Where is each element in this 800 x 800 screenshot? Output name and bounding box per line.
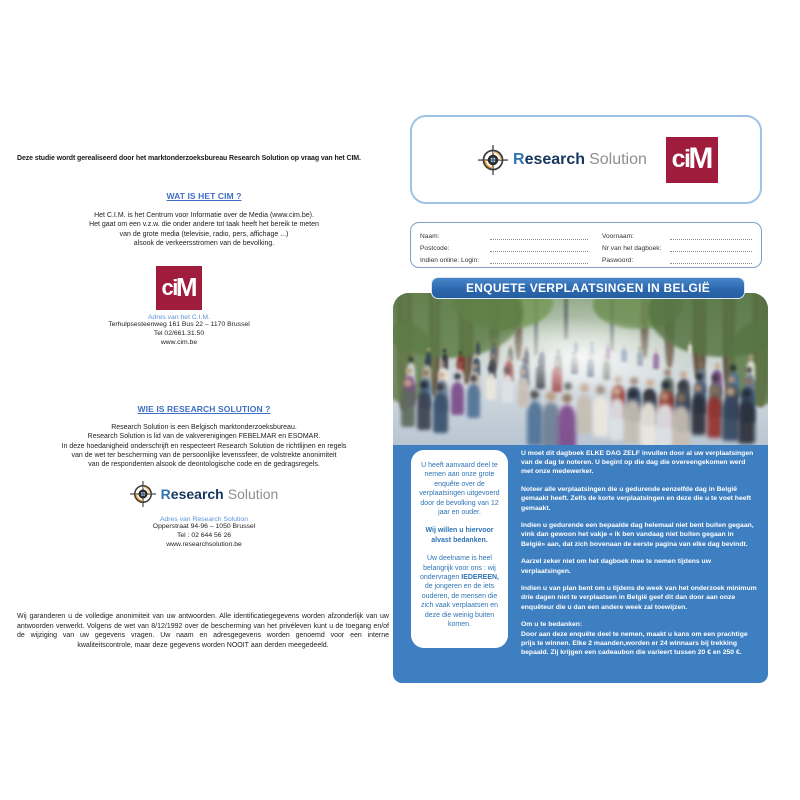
pedestrian-head <box>715 363 720 368</box>
pedestrian-head <box>422 370 428 376</box>
postcode-label: Postcode: <box>420 245 450 252</box>
form-row <box>420 253 752 264</box>
research-solution-logo-block <box>15 481 393 549</box>
pedestrian-figure <box>707 396 723 438</box>
pedestrian-head <box>712 374 719 381</box>
body-line: alsook de verkeersstromen van de bevolking. <box>133 239 275 247</box>
pedestrian-head <box>404 379 412 387</box>
body-line: In deze hoedanigheid onderschrijft en respecteert Research Solution de richtlijnen en regels <box>61 442 347 450</box>
address-line: Opperstraat 94-96 – 1050 Brussel <box>152 523 256 530</box>
thanks-line: Wij willen u hiervoor alvast bedanken. <box>425 527 494 544</box>
pedestrian-figure <box>558 405 576 445</box>
pedestrian-figure <box>640 402 657 445</box>
pedestrian-head <box>425 359 430 364</box>
paswoord-label: Paswoord: <box>602 257 634 264</box>
voornaam-label: Voornaam: <box>602 233 634 240</box>
logo-wordmark: Research Solution <box>513 150 647 168</box>
address-line: Tel : 02 644 56 26 <box>176 531 232 539</box>
pedestrian-head <box>746 367 752 373</box>
pedestrian-figure <box>722 398 738 441</box>
target-icon <box>478 145 508 175</box>
address-line: Tel 02/661.31.50 <box>153 329 205 337</box>
instruction-paragraph: Aarzel zeker niet om het dagboek mee te nemen tijdens uw verplaatsingen. <box>521 558 711 575</box>
diary-instructions <box>521 449 757 666</box>
naam-field-line <box>490 232 588 240</box>
survey-title-banner: ENQUETE VERPLAATSINGEN IN BELGIË <box>431 277 745 299</box>
form-row <box>420 229 752 240</box>
pedestrian-figure <box>527 401 544 445</box>
pedestrian-figure <box>401 389 415 426</box>
pedestrian-figure <box>656 404 673 445</box>
pedestrian-head <box>420 381 428 389</box>
pedestrian-head <box>699 362 704 367</box>
cim-address-label: Adres van het C.I.M. <box>148 314 210 321</box>
body-line: Research Solution is lid van de vakverenigingen FEBELMAR en ESOMAR. <box>87 433 321 441</box>
cover-art-panel <box>393 293 768 683</box>
rs-address-label: Adres van Research Solution <box>159 516 249 523</box>
cim-logo: ci M <box>666 137 718 183</box>
intro-box <box>411 450 508 648</box>
cim-logo-block <box>0 266 368 347</box>
body-line: Het gaat om een v.z.w. die onder andere tot taak heeft het bereik te meten <box>89 221 319 229</box>
postcode-field-line <box>490 244 588 252</box>
cim-heading: WAT IS HET CIM ? <box>166 191 242 201</box>
form-row <box>420 241 752 252</box>
pedestrian-figure <box>467 384 480 418</box>
pedestrian-head <box>726 387 735 396</box>
cim-logo: ci M <box>156 266 202 310</box>
header-logos-card <box>410 115 762 204</box>
body-line: Research Solution is een Belgisch marktonderzoeksbureau. <box>111 424 297 431</box>
reward-title: Om u te bedanken: <box>521 621 583 629</box>
research-solution-heading: WIE IS RESEARCH SOLUTION ? <box>137 404 271 414</box>
naam-label: Naam: <box>420 233 440 240</box>
pedestrian-head <box>409 357 414 362</box>
body-line: van de respondenten alsook de deontologische code en de gedragsregels. <box>88 461 320 469</box>
pedestrian-head <box>438 372 445 379</box>
pedestrian-head <box>427 348 430 351</box>
login-field-line <box>490 256 588 264</box>
pedestrian-figure <box>433 393 448 433</box>
login-label: Indien online: Login: <box>420 257 480 264</box>
research-solution-logo <box>478 145 647 175</box>
pedestrian-figure <box>691 394 706 435</box>
pedestrian-head <box>696 373 703 380</box>
instruction-paragraph: Indien u van plan bent om u tijdens de week van het onderzoek minimum drie dagen niet te verplaatsen in België geef dit dan door aan onze enquêteur die u dan een andere week zal toewijzen. <box>521 585 757 611</box>
privacy-paragraph: Wij garanderen u de volledige anonimiteit van uw antwoorden. Alle identificatiegegevens worden afzonderlijk van uw antwoorden verwerkt. Volgens de wet van 8/12/1992 over de bescherming van het privéleven kunt u de toegang en/of de wijziging van uw gegevens vragen. Uw naam en adresgegevens worden genoemd voor een interne kwaliteitscontrole, maar deze gegevens worden NOOIT aan derden meegedeeld. <box>17 613 389 649</box>
pedestrian-figure <box>624 400 641 444</box>
pedestrian-head <box>730 365 736 371</box>
intro-box-paragraph: U heeft aanvaard deel te nemen aan onze grote enquête over de verplaatsingen uitgevoerd door de bevolking van 12 jaar en ouder. <box>419 462 500 517</box>
pedestrian-head <box>742 389 751 398</box>
address-line: Terhulpsesteenweg 161 Bus 22 – 1170 Brussel <box>108 321 250 328</box>
pedestrian-figure <box>672 406 690 445</box>
reward-paragraph: Door aan deze enquête deel te nemen, maakt u kans om een prachtige prijs te winnen. Elke 2 maanden,worden er 24 winnaars bij trekking bepaald. Zij krijgen een cadeaubon die varieert tussen 20 € en 250 €. <box>521 630 748 656</box>
rs-website: www.researchsolution.be <box>166 540 242 548</box>
pedestrian-figure <box>451 382 464 415</box>
voornaam-field-line <box>670 232 752 240</box>
pedestrian-figure <box>609 398 625 441</box>
street-photo <box>393 293 768 445</box>
pedestrian-head <box>744 378 752 386</box>
intro-line: Deze studie wordt gerealiseerd door het marktonderzoeksbureau Research Solution op vraag van het CIM. <box>17 155 361 162</box>
pedestrian-head <box>749 355 753 359</box>
instruction-paragraph: Noteer alle verplaatsingen die u gedurende eenzelfde dag in België gemaakt heeft. Zelfs de korte verplaatsingen en deze die u te voet heeft gemaakt. <box>521 486 752 512</box>
body-line: van de wet ter bescherming van de persoonlijke levenssfeer, de volstrekte anonimiteit <box>71 451 337 459</box>
instruction-paragraph: Indien u gedurende een bepaalde dag helemaal niet bent buiten gegaan, vink dan gewoon het vakje « ik ben vandaag niet buiten gegaan in België» aan, dat zich bovenaan de eerste pagina van elke dag bevindt. <box>521 522 754 548</box>
photo-highlight <box>463 313 698 403</box>
target-icon <box>130 481 156 507</box>
pedestrian-head <box>456 362 461 367</box>
dagboeknr-label: Nr van het dagboek: <box>602 245 662 252</box>
body-line: van de grote media (televisie, radio, pers, affichage ...) <box>119 230 289 238</box>
body-line: Het C.I.M. is het Centrum voor Informatie over de Media (www.cim.be). <box>94 212 314 219</box>
cim-logo-text: ci <box>161 275 177 300</box>
pedestrian-figure <box>542 403 559 445</box>
pedestrian-figure <box>738 400 755 444</box>
respondent-form <box>410 222 762 268</box>
dagboeknr-field-line <box>670 244 752 252</box>
cim-description <box>15 211 393 248</box>
cim-website: www.cim.be <box>160 338 198 346</box>
pedestrian-head <box>710 386 719 395</box>
intro-box-paragraph: Uw deelname is heel belangrijk voor ons : wij ondervragen IEDEREEN, de jongeren en de iets ouderen, de mensen die zich vaak verplaatsen en deze die weinig buiten komen. <box>420 555 499 629</box>
research-solution-description <box>15 423 393 469</box>
logo-wordmark: Research Solution <box>160 486 279 502</box>
research-solution-logo <box>130 481 279 507</box>
pedestrian-head <box>459 351 463 355</box>
pedestrian-head <box>676 393 686 403</box>
instruction-paragraph: U moet dit dagboek ELKE DAG ZELF invullen door al uw verplaatsingen van de dag te noteren. U begint op die dag die overeengekomen werd met onze medewerker. <box>521 450 754 476</box>
paswoord-field-line <box>670 256 752 264</box>
pedestrian-head <box>443 349 446 352</box>
pedestrian-figure <box>417 391 432 430</box>
